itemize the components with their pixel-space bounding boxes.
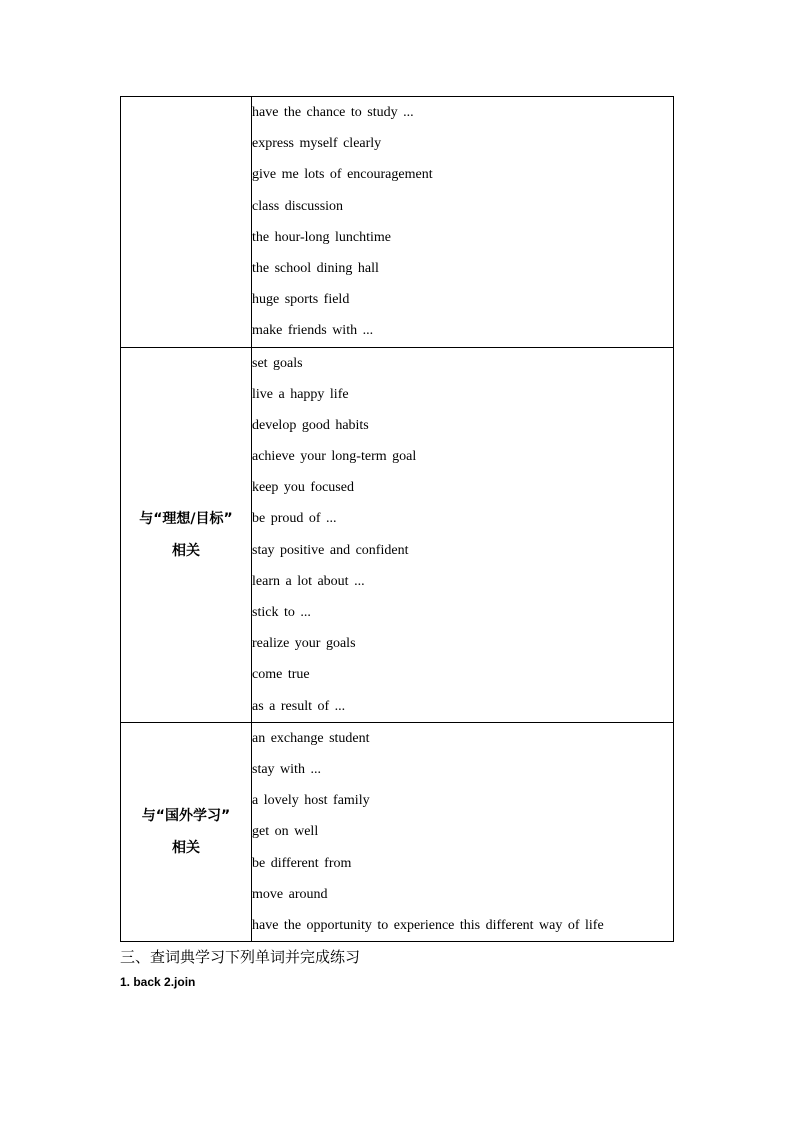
phrase-list-cell — [252, 347, 674, 722]
category-cell — [121, 97, 252, 348]
phrase-item: stay positive and confident — [252, 542, 409, 558]
phrase-item: an exchange student — [252, 730, 370, 746]
word-list: 1. back 2.join — [120, 975, 196, 989]
phrase-item: express myself clearly — [252, 136, 382, 152]
phrase-item: the school dining hall — [252, 260, 379, 276]
phrase-item: live a happy life — [252, 386, 349, 402]
category-label-line1: 与“国外学习” — [141, 807, 231, 824]
table-row — [121, 97, 674, 348]
phrase-item: class discussion — [252, 198, 344, 214]
category-label-line2: 相关 — [172, 839, 200, 856]
phrase-item: stay with ... — [252, 761, 321, 777]
phrase-item: the hour-long lunchtime — [252, 229, 392, 245]
phrase-item: achieve your long-term goal — [252, 449, 417, 465]
phrase-item: have the chance to study ... — [252, 105, 414, 120]
phrase-item: learn a lot about ... — [252, 573, 365, 589]
phrase-item: stick to ... — [252, 605, 311, 620]
phrase-list-cell — [252, 722, 674, 941]
phrase-item: develop good habits — [252, 417, 369, 433]
phrase-item: make friends with ... — [252, 323, 374, 339]
phrase-item: move around — [252, 886, 328, 902]
phrase-item: keep you focused — [252, 480, 354, 496]
phrase-item: be proud of ... — [252, 511, 337, 527]
phrase-list-cell — [252, 97, 674, 348]
phrase-item: come true — [252, 667, 310, 683]
table-row — [121, 722, 674, 941]
category-label-line2: 相关 — [172, 542, 200, 559]
vocabulary-table — [120, 96, 674, 942]
phrase-item: realize your goals — [252, 636, 356, 652]
category-cell — [121, 722, 252, 941]
phrase-item: give me lots of encouragement — [252, 167, 433, 183]
section-heading: 三、查词典学习下列单词并完成练习 — [120, 948, 361, 966]
phrase-item: get on well — [252, 824, 319, 840]
phrase-item: set goals — [252, 355, 303, 371]
category-cell — [121, 347, 252, 722]
phrase-item: be different from — [252, 855, 352, 871]
table-row — [121, 347, 674, 722]
phrase-item: as a result of ... — [252, 698, 346, 714]
phrase-item: a lovely host family — [252, 793, 370, 809]
category-label-line1: 与“理想/目标” — [139, 510, 233, 527]
phrase-item: huge sports field — [252, 292, 350, 308]
phrase-item: have the opportunity to experience this different way of life — [252, 917, 604, 933]
